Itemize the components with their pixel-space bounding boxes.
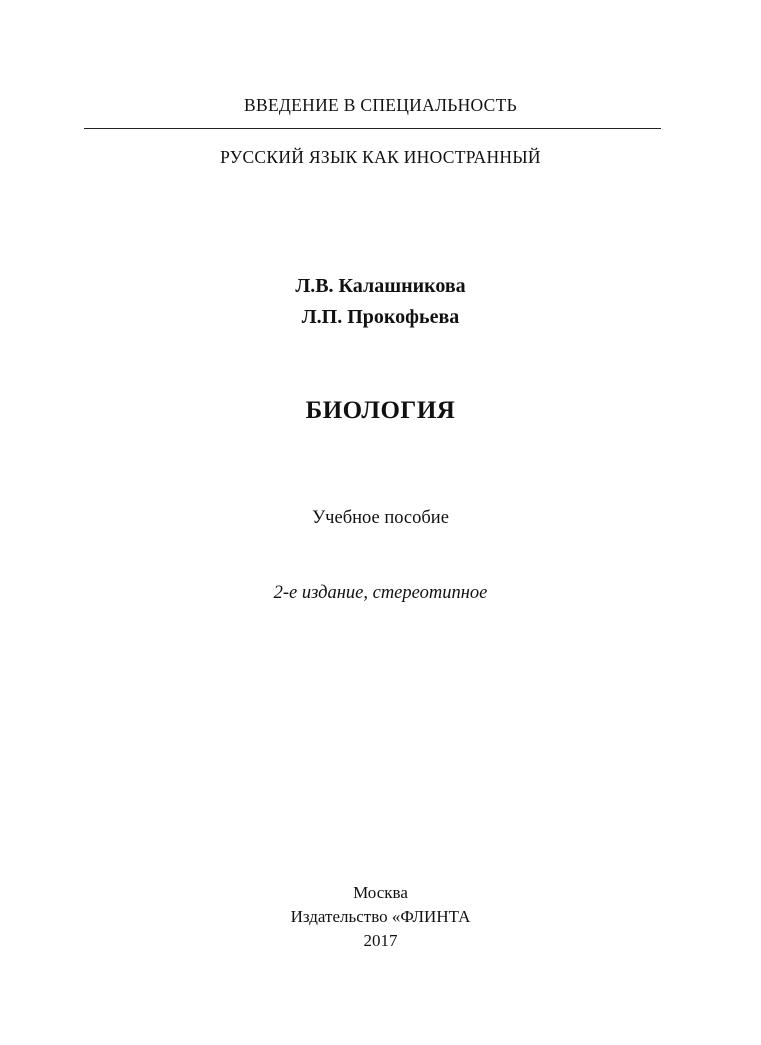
imprint-city: Москва — [353, 883, 408, 902]
author-2: Л.П. Прокофьева — [301, 306, 460, 328]
book-subtitle: Учебное пособие — [312, 508, 449, 528]
imprint-publisher: Издательство «ФЛИНТА — [290, 907, 471, 926]
series-name: ВВЕДЕНИЕ В СПЕЦИАЛЬНОСТЬ — [244, 95, 517, 115]
book-title: БИОЛОГИЯ — [305, 397, 456, 424]
edition-note: 2-е издание, стереотипное — [273, 583, 488, 603]
imprint-year: 2017 — [363, 931, 398, 950]
series-divider — [84, 128, 661, 129]
author-1: Л.В. Калашникова — [295, 275, 466, 297]
series-subname: РУССКИЙ ЯЗЫК КАК ИНОСТРАННЫЙ — [220, 147, 541, 167]
